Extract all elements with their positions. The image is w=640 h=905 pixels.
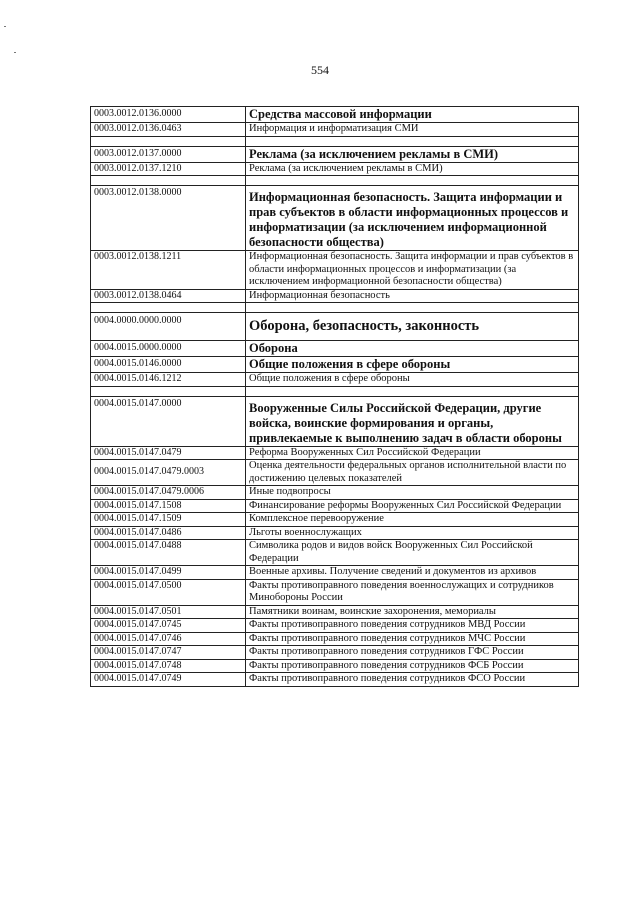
spacer-cell (91, 176, 246, 186)
spacer-cell (91, 136, 246, 146)
table-row (91, 486, 579, 500)
code-cell: 0004.0015.0147.0486 (91, 526, 246, 540)
title-cell: Военные архивы. Получение сведений и документов из архивов (246, 566, 579, 580)
title-cell: Реформа Вооруженных Сил Российской Федерации (246, 446, 579, 460)
spacer-cell (246, 386, 579, 396)
spacer-row (91, 136, 579, 146)
code-cell: 0004.0015.0147.0479.0006 (91, 486, 246, 500)
table-row (91, 632, 579, 646)
code-cell: 0004.0015.0147.0747 (91, 646, 246, 660)
title-cell: Оценка деятельности федеральных органов исполнительной власти по достижению целевых показателей (246, 460, 579, 486)
page-number: 554 (311, 63, 329, 77)
section-title-cell: Оборона, безопасность, законность (246, 313, 579, 341)
code-cell: 0004.0015.0147.0748 (91, 659, 246, 673)
code-cell: 0004.0015.0146.1212 (91, 373, 246, 387)
table-row (91, 566, 579, 580)
spacer-cell (246, 136, 579, 146)
spacer-row (91, 386, 579, 396)
title-cell: Факты противоправного поведения сотрудников ФСО России (246, 673, 579, 687)
title-cell: Информация и информатизация СМИ (246, 123, 579, 137)
section-heading-row (91, 107, 579, 123)
scan-speck (4, 26, 6, 27)
code-cell: 0004.0015.0147.0479 (91, 446, 246, 460)
table-row (91, 540, 579, 566)
table-row (91, 579, 579, 605)
table-row (91, 373, 579, 387)
code-cell: 0004.0000.0000.0000 (91, 313, 246, 341)
table-row (91, 526, 579, 540)
code-cell: 0004.0015.0147.1508 (91, 499, 246, 513)
table-row (91, 673, 579, 687)
code-cell: 0004.0015.0147.0488 (91, 540, 246, 566)
title-cell: Факты противоправного поведения сотрудников МЧС России (246, 632, 579, 646)
title-cell: Факты противоправного поведения сотрудников ФСБ России (246, 659, 579, 673)
spacer-cell (91, 303, 246, 313)
spacer-row (91, 176, 579, 186)
code-cell: 0003.0012.0137.0000 (91, 146, 246, 162)
title-cell: Факты противоправного поведения сотрудников ГФС России (246, 646, 579, 660)
table-row (91, 289, 579, 303)
section-title-cell: Информационная безопасность. Защита информации и прав субъектов в области информационных процессов и информатизации (за исключением информационной безопасности общества) (246, 186, 579, 251)
section-heading-row (91, 341, 579, 357)
section-title-cell: Реклама (за исключением рекламы в СМИ) (246, 146, 579, 162)
table-row (91, 619, 579, 633)
spacer-cell (246, 303, 579, 313)
table-row (91, 646, 579, 660)
code-cell: 0004.0015.0147.0499 (91, 566, 246, 580)
code-cell: 0003.0012.0136.0463 (91, 123, 246, 137)
code-cell: 0004.0015.0147.0500 (91, 579, 246, 605)
code-cell: 0003.0012.0137.1210 (91, 162, 246, 176)
section-heading-row (91, 357, 579, 373)
title-cell: Общие положения в сфере обороны (246, 373, 579, 387)
code-cell: 0004.0015.0147.1509 (91, 513, 246, 527)
code-cell: 0004.0015.0147.0746 (91, 632, 246, 646)
code-cell: 0004.0015.0147.0000 (91, 396, 246, 446)
section-heading-row (91, 146, 579, 162)
title-cell: Информационная безопасность (246, 289, 579, 303)
table-row (91, 659, 579, 673)
scan-speck (14, 52, 16, 53)
title-cell: Факты противоправного поведения сотрудников МВД России (246, 619, 579, 633)
spacer-row (91, 303, 579, 313)
title-cell: Символика родов и видов войск Вооруженных Сил Российской Федерации (246, 540, 579, 566)
title-cell: Иные подвопросы (246, 486, 579, 500)
code-cell: 0004.0015.0147.0501 (91, 605, 246, 619)
table-row (91, 123, 579, 137)
section-heading-row (91, 186, 579, 251)
table-row (91, 513, 579, 527)
title-cell: Финансирование реформы Вооруженных Сил Российской Федерации (246, 499, 579, 513)
title-cell: Памятники воинам, воинские захоронения, мемориалы (246, 605, 579, 619)
section-heading-row (91, 396, 579, 446)
code-cell: 0003.0012.0136.0000 (91, 107, 246, 123)
table-row (91, 499, 579, 513)
title-cell: Комплексное перевооружение (246, 513, 579, 527)
section-title-cell: Оборона (246, 341, 579, 357)
classifier-table (90, 106, 579, 687)
table-row (91, 460, 579, 486)
table-row (91, 605, 579, 619)
spacer-cell (91, 386, 246, 396)
title-cell: Информационная безопасность. Защита информации и прав субъектов в области информационных процессов и информатизации (за исключением информационной безопасности общества) (246, 251, 579, 290)
code-cell: 0003.0012.0138.0000 (91, 186, 246, 251)
code-cell: 0004.0015.0000.0000 (91, 341, 246, 357)
table-row (91, 162, 579, 176)
title-cell: Реклама (за исключением рекламы в СМИ) (246, 162, 579, 176)
code-cell: 0003.0012.0138.0464 (91, 289, 246, 303)
title-cell: Льготы военнослужащих (246, 526, 579, 540)
code-cell: 0004.0015.0147.0745 (91, 619, 246, 633)
table-row (91, 446, 579, 460)
code-cell: 0004.0015.0147.0749 (91, 673, 246, 687)
section-title-cell: Общие положения в сфере обороны (246, 357, 579, 373)
table-row (91, 251, 579, 290)
code-cell: 0004.0015.0146.0000 (91, 357, 246, 373)
section-title-cell: Средства массовой информации (246, 107, 579, 123)
spacer-cell (246, 176, 579, 186)
title-cell: Факты противоправного поведения военнослужащих и сотрудников Минобороны России (246, 579, 579, 605)
classifier-rows (91, 107, 579, 687)
section-title-cell: Вооруженные Силы Российской Федерации, другие войска, воинские формирования и органы, привлекаемые к выполнению задач в области обороны (246, 396, 579, 446)
code-cell: 0003.0012.0138.1211 (91, 251, 246, 290)
section-heading-row (91, 313, 579, 341)
code-cell: 0004.0015.0147.0479.0003 (91, 460, 246, 486)
